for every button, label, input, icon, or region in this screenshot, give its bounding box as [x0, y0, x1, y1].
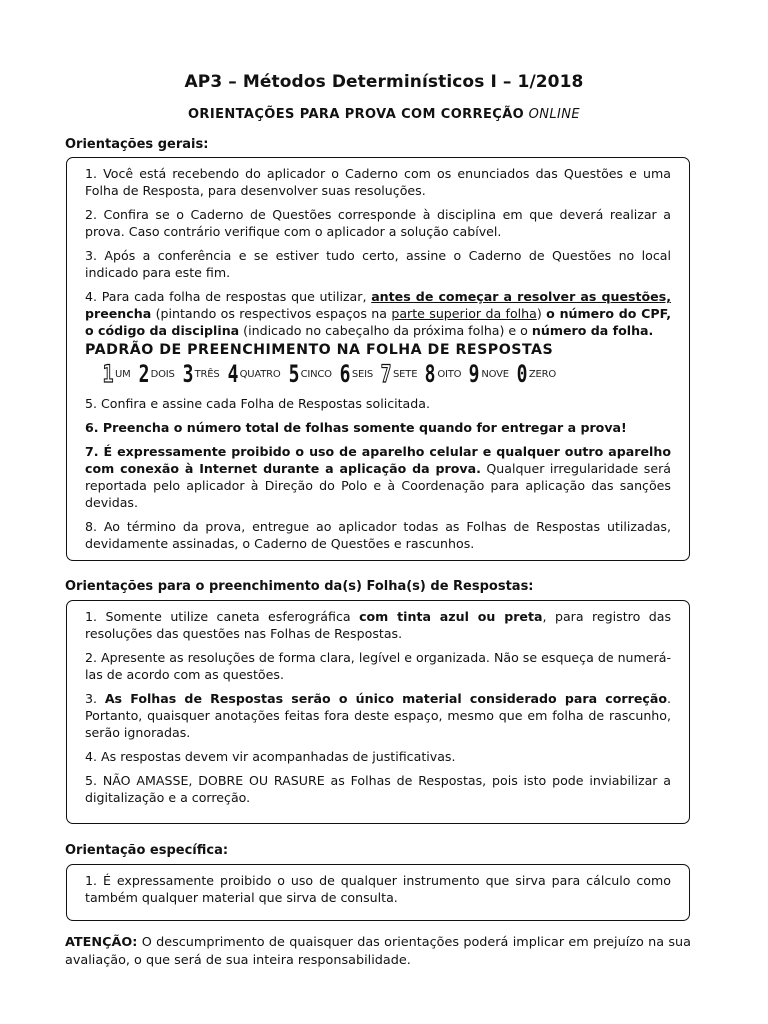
digit-glyph: 4: [227, 360, 239, 388]
item4-top-of-sheet: parte superior da folha: [391, 306, 537, 321]
digit-five: [287, 360, 332, 388]
answer-sheets-heading: Orientações para o preenchimento da(s) Folha(s) de Respostas:: [65, 579, 534, 594]
digit-glyph: 5: [288, 360, 300, 388]
digit-word: ZERO: [528, 368, 557, 380]
item4-sheet-number: número da folha.: [531, 323, 654, 338]
specific-item-1: 1. É expressamente proibido o uso de qualquer instrumento que sirva para cálculo como também qualquer material que sirva de consulta.: [85, 873, 671, 905]
digit-seven: [379, 360, 418, 388]
fill-pattern-title: PADRÃO DE PREENCHIMENTO NA FOLHA DE RESPOSTAS: [85, 342, 554, 358]
general-item-7: [85, 443, 671, 511]
digit-three: [181, 360, 220, 388]
digit-zero: [515, 360, 557, 388]
digit-glyph: 0: [516, 360, 528, 388]
answer-item-1-b: , para registro das resoluções das questões nas Folhas de Respostas.: [85, 609, 672, 641]
page-title: AP3 – Métodos Determinísticos I – 1/2018: [184, 72, 584, 92]
digit-glyph: 7: [380, 360, 392, 388]
digit-four: [226, 360, 281, 388]
answer-item-5: 5. NÃO AMASSE, DOBRE OU RASURE as Folhas de Respostas, pois isto pode inviabilizar a digitalização e a correção.: [85, 773, 671, 805]
item4-text-b: (pintando os respectivos espaços na: [151, 306, 392, 321]
digit-glyph: 2: [138, 360, 150, 388]
digit-glyph: 8: [424, 360, 436, 388]
subtitle-italic: ONLINE: [528, 107, 581, 122]
item4-text-c: ): [536, 306, 547, 321]
digit-glyph: 6: [339, 360, 351, 388]
digit-word: UM: [115, 368, 131, 380]
general-item-4: [85, 288, 671, 339]
digit-word: SETE: [393, 368, 418, 380]
answer-item-1: [85, 608, 671, 642]
digit-glyph: 1: [102, 360, 114, 388]
specific-heading: Orientação específica:: [65, 843, 229, 858]
general-instructions-box: [66, 157, 690, 561]
general-item-8: 8. Ao término da prova, entregue ao aplicador todas as Folhas de Respostas utilizadas, devidamente assinadas, o Caderno de Questões e rascunhos.: [85, 519, 671, 551]
answer-item-2: 2. Apresente as resoluções de forma clara, legível e organizada. Não se esqueça de numerá-las de acordo com as questões.: [85, 650, 671, 682]
fill-pattern-digits: [101, 361, 671, 387]
digit-word: SEIS: [351, 368, 374, 380]
answer-item-1-ink: com tinta azul ou preta: [359, 609, 543, 624]
digit-word: OITO: [437, 368, 462, 380]
specific-box: [66, 864, 690, 921]
answer-item-4: 4. As respostas devem vir acompanhadas de justificativas.: [85, 749, 456, 764]
attention-note: [65, 934, 691, 970]
attention-label: ATENÇÃO:: [65, 935, 138, 950]
general-item-1: 1. Você está recebendo do aplicador o Caderno com os enunciados das Questões e uma Folha de Resposta, para desenvolver suas resoluções.: [85, 166, 671, 198]
answer-item-1-a: 1. Somente utilize caneta esferográfica: [85, 609, 360, 624]
digit-one: [101, 360, 131, 388]
digit-glyph: 3: [182, 360, 194, 388]
digit-six: [338, 360, 374, 388]
digit-glyph: 9: [468, 360, 480, 388]
answer-item-3-b: . Portanto, quaisquer anotações feitas fora deste espaço, mesmo que em folha de rascunho, serão ignoradas.: [85, 691, 671, 740]
answer-item-3-a: 3.: [85, 691, 105, 706]
item4-emphasis-start: antes de começar a resolver as questões,: [371, 289, 672, 304]
item4-text-a: 4. Para cada folha de respostas que utilizar,: [85, 289, 372, 304]
item7-prohibition: 7. É expressamente proibido o uso de aparelho celular e qualquer outro aparelho com conexão à Internet durante a aplicação da prova.: [85, 444, 671, 476]
subtitle-main: ORIENTAÇÕES PARA PROVA COM CORREÇÃO: [187, 107, 525, 122]
general-item-2: 2. Confira se o Caderno de Questões corresponde à disciplina em que deverá realizar a prova. Caso contrário verifique com o aplicador a solução cabível.: [85, 207, 671, 239]
item4-cpf-code: o número do CPF, o código da disciplina: [85, 306, 672, 338]
item4-fill: preencha: [85, 306, 152, 321]
answer-sheets-box: [66, 600, 690, 824]
digit-two: [137, 360, 175, 388]
attention-text: O descumprimento de quaisquer das orientações poderá implicar em prejuízo na sua avaliação, o que será de sua inteira responsabilidade.: [65, 935, 691, 968]
digit-word: QUATRO: [239, 368, 281, 380]
page-subtitle: [0, 107, 768, 122]
answer-item-3: [85, 690, 671, 741]
digit-word: DOIS: [150, 368, 175, 380]
digit-eight: [423, 360, 462, 388]
digit-word: NOVE: [481, 368, 509, 380]
general-item-3: 3. Após a conferência e se estiver tudo certo, assine o Caderno de Questões no local indicado para este fim.: [85, 248, 671, 280]
general-item-6: 6. Preencha o número total de folhas somente quando for entregar a prova!: [85, 420, 627, 435]
general-heading: Orientações gerais:: [65, 137, 209, 152]
answer-item-3-emphasis: As Folhas de Respostas serão o único material considerado para correção: [104, 691, 667, 706]
item7-consequence: Qualquer irregularidade será reportada pelo aplicador à Direção do Polo e à Coordenação para aplicação das sanções devidas.: [85, 461, 671, 510]
digit-word: TRÊS: [194, 368, 220, 380]
item4-text-d: (indicado no cabeçalho da próxima folha) e o: [239, 323, 532, 338]
digit-word: CINCO: [300, 368, 332, 380]
digit-nine: [467, 360, 509, 388]
general-item-5: 5. Confira e assine cada Folha de Respostas solicitada.: [85, 396, 430, 411]
